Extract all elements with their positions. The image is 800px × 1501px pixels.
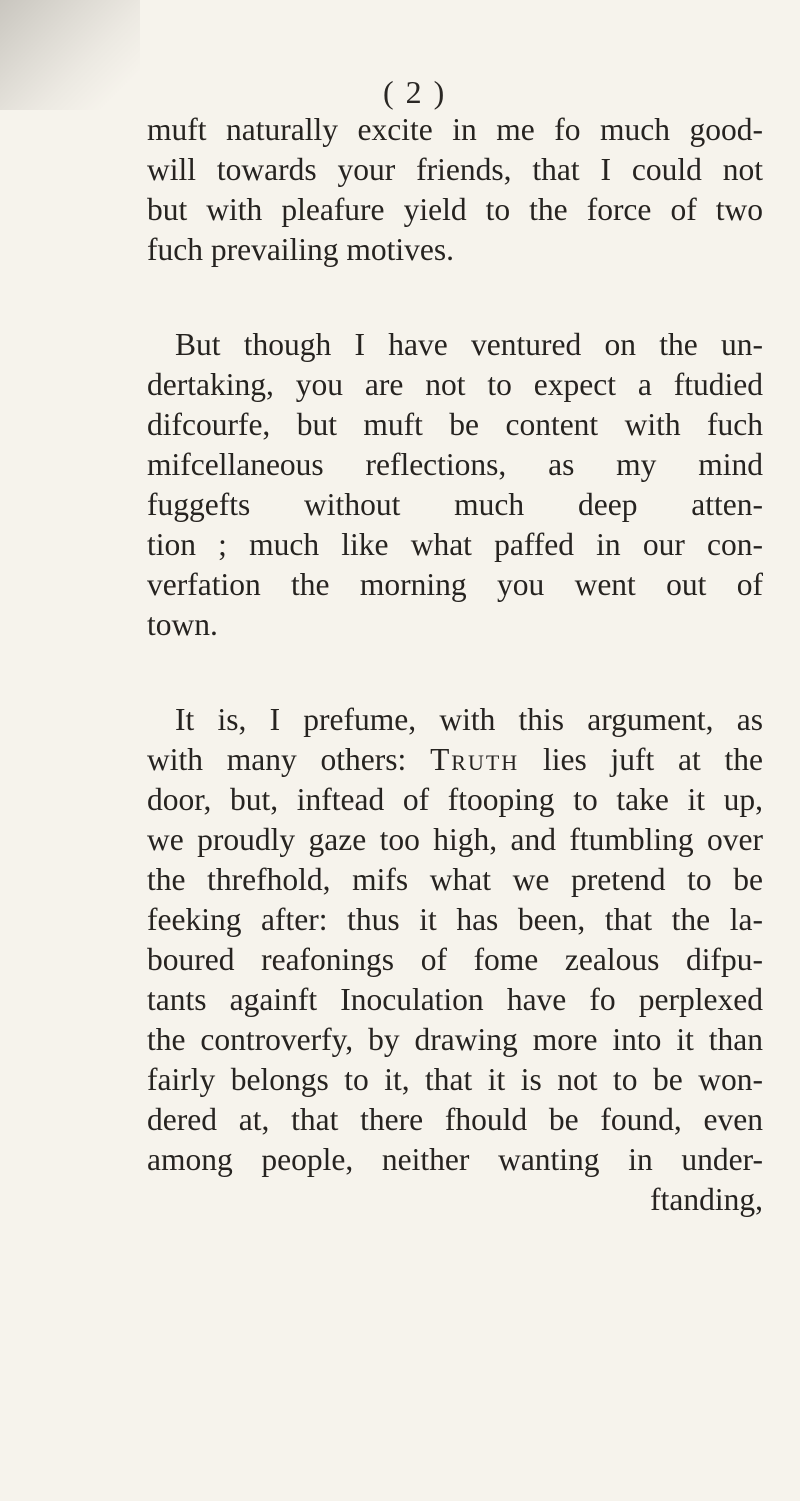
page-number: ( 2 ) <box>383 74 447 110</box>
text-line: fuggefts without much deep atten- <box>147 487 763 522</box>
text-line: tants againft Inoculation have fo perplexed <box>147 982 763 1017</box>
text-line: But though I have ventured on the un- <box>175 327 763 362</box>
text-line: town. <box>147 607 218 642</box>
line-prefix: with many others: <box>147 742 431 777</box>
text-line: dertaking, you are not to expect a ftudied <box>147 367 763 402</box>
text-line: door, but, inftead of ftooping to take it up, <box>147 782 763 817</box>
text-line: feeking after: thus it has been, that the la- <box>147 902 763 937</box>
text-line: boured reafonings of fome zealous difpu- <box>147 942 763 977</box>
text-line: It is, I prefume, with this argument, as <box>175 702 763 737</box>
text-line: we proudly gaze too high, and ftumbling over <box>147 822 763 857</box>
catchword: ftanding, <box>650 1182 763 1217</box>
line-suffix: lies juft at the <box>519 742 764 777</box>
text-line: among people, neither wanting in under- <box>147 1142 763 1177</box>
text-line: the controverfy, by drawing more into it than <box>147 1022 763 1057</box>
text-line: mifcellaneous reflections, as my mind <box>147 447 763 482</box>
text-line: the threfhold, mifs what we pretend to be <box>147 862 763 897</box>
text-line: will towards your friends, that I could not <box>147 152 763 187</box>
text-line: fairly belongs to it, that it is not to be won- <box>147 1062 763 1097</box>
text-line: muft naturally excite in me fo much good- <box>147 112 763 147</box>
text-line: but with pleafure yield to the force of two <box>147 192 763 227</box>
text-line: tion ; much like what paffed in our con- <box>147 527 763 562</box>
small-caps-word: Truth <box>430 742 520 777</box>
text-line: fuch prevailing motives. <box>147 232 455 267</box>
text-line: verfation the morning you went out of <box>147 567 763 602</box>
text-line: dered at, that there fhould be found, even <box>147 1102 763 1137</box>
text-line: difcourfe, but muft be content with fuch <box>147 407 763 442</box>
text-line-truth <box>147 740 763 780</box>
